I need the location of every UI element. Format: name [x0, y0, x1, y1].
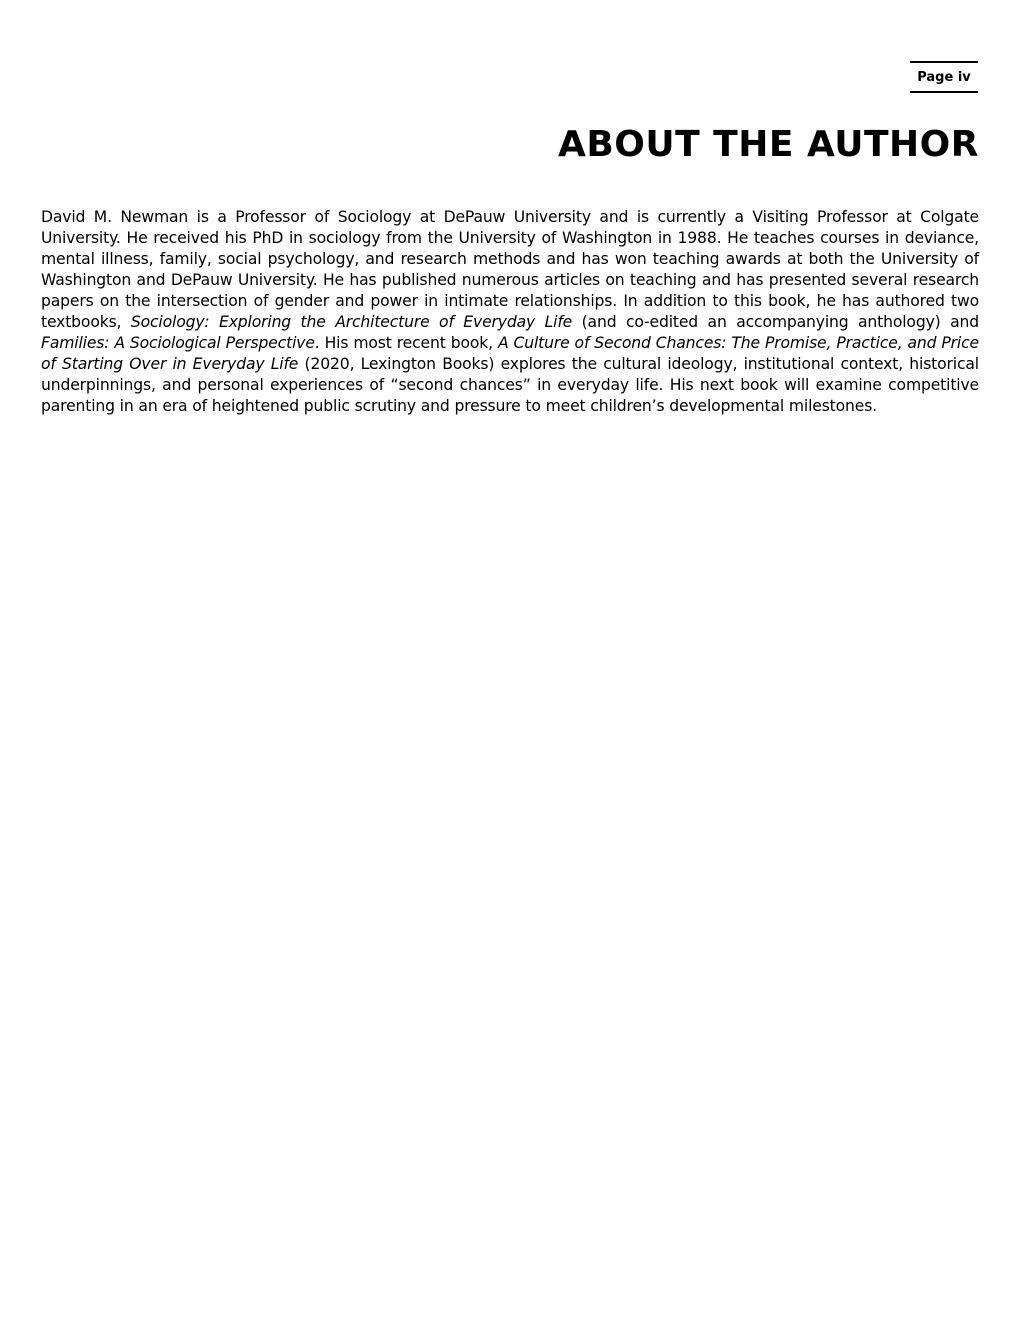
bio-text-2: (and co-edited an accompanying anthology) and	[572, 313, 979, 331]
book-title-second-chances: A Culture of Second Chances: The Promise, Practice, and Price of Starting Over in Everyday Life	[41, 334, 979, 373]
bio-text-3: . His most recent book,	[314, 334, 498, 352]
book-title-sociology: Sociology: Exploring the Architecture of Everyday Life	[130, 313, 573, 331]
book-title-families: Families: A Sociological Perspective	[41, 334, 315, 352]
page-number-label: Page iv	[917, 69, 971, 85]
bio-text-4: (2020, Lexington Books) explores the cultural ideology, institutional context, historical underpinnings, and personal experiences of “second chances” in everyday life. His next book will examine competitive parenting in an era of heightened public scrutiny and pressure to meet children’s developmental milestones.	[41, 355, 979, 415]
page-title: ABOUT THE AUTHOR	[557, 124, 979, 165]
page-number	[910, 61, 978, 93]
author-bio	[41, 207, 979, 417]
bio-text-1: David M. Newman is a Professor of Sociology at DePauw University and is currently a Visiting Professor at Colgate University. He received his PhD in sociology from the University of Washington in 1988. He teaches courses in deviance, mental illness, family, social psychology, and research methods and has won teaching awards at both the University of Washington and DePauw University. He has published numerous articles on teaching and has presented several research papers on the intersection of gender and power in intimate relationships. In addition to this book, he has authored two textbooks,	[41, 208, 979, 331]
